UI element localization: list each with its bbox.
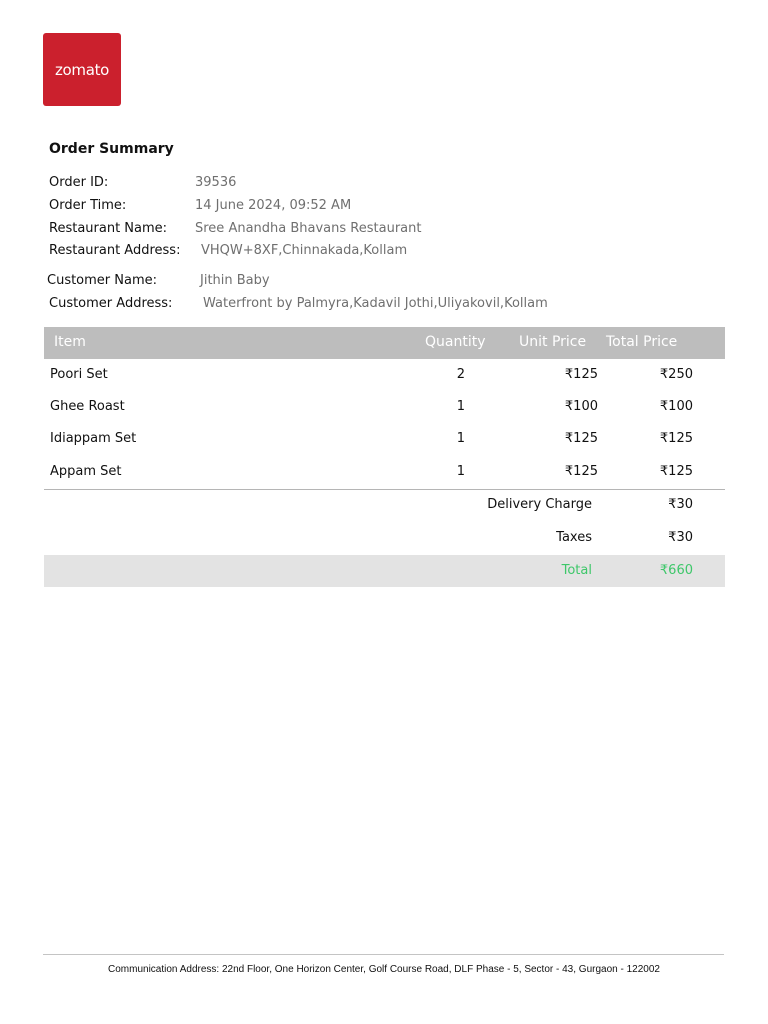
item-total-price: ₹100 [659, 399, 693, 414]
item-quantity: 1 [456, 399, 465, 414]
item-quantity: 1 [456, 464, 465, 479]
header-unit-price: Unit Price [519, 334, 587, 350]
item-name: Idiappam Set [50, 431, 137, 446]
header-item: Item [54, 334, 86, 350]
table-row [44, 423, 725, 455]
item-unit-price: ₹125 [564, 367, 598, 382]
table-row [44, 391, 725, 423]
restaurant-name-label: Restaurant Name: [49, 221, 168, 236]
table-row [44, 456, 725, 488]
delivery-charge-label: Delivery Charge [487, 497, 592, 512]
customer-name-value: Jithin Baby [200, 273, 270, 288]
header-total-price: Total Price [606, 334, 678, 350]
taxes-row [44, 522, 725, 554]
header-quantity: Quantity [425, 334, 486, 350]
item-unit-price: ₹100 [564, 399, 598, 414]
restaurant-address-value: VHQW+8XF,Chinnakada,Kollam [201, 243, 408, 258]
logo-text: zomato [54, 60, 110, 79]
item-total-price: ₹125 [659, 464, 693, 479]
order-time-value: 14 June 2024, 09:52 AM [195, 198, 352, 213]
customer-name-label: Customer Name: [47, 273, 158, 288]
delivery-charge-row [44, 489, 725, 521]
table-row [44, 359, 725, 391]
taxes-value: ₹30 [668, 530, 693, 545]
zomato-logo [43, 33, 121, 106]
item-quantity: 2 [456, 367, 465, 382]
total-row [44, 555, 725, 587]
item-quantity: 1 [456, 431, 465, 446]
item-unit-price: ₹125 [564, 431, 598, 446]
order-time-label: Order Time: [49, 198, 127, 213]
restaurant-address-label: Restaurant Address: [49, 243, 181, 258]
item-unit-price: ₹125 [564, 464, 598, 479]
item-name: Poori Set [50, 367, 108, 382]
item-name: Appam Set [50, 464, 122, 479]
order-id-value: 39536 [195, 175, 237, 190]
customer-address-label: Customer Address: [49, 296, 173, 311]
item-total-price: ₹250 [659, 367, 693, 382]
restaurant-name-value: Sree Anandha Bhavans Restaurant [195, 221, 422, 236]
taxes-label: Taxes [556, 530, 592, 545]
customer-address-value: Waterfront by Palmyra,Kadavil Jothi,Uliyakovil,Kollam [203, 296, 548, 311]
delivery-charge-value: ₹30 [668, 497, 693, 512]
item-total-price: ₹125 [659, 431, 693, 446]
footer-divider [43, 954, 724, 955]
item-name: Ghee Roast [50, 399, 125, 414]
table-header [44, 327, 725, 359]
total-label: Total [561, 563, 592, 578]
total-value: ₹660 [659, 563, 693, 578]
order-summary-title: Order Summary [49, 141, 174, 157]
communication-address: Communication Address: 22nd Floor, One Horizon Center, Golf Course Road, DLF Phase - 5, Sector - 43, Gurgaon - 122002 [108, 964, 660, 975]
order-id-label: Order ID: [49, 175, 109, 190]
